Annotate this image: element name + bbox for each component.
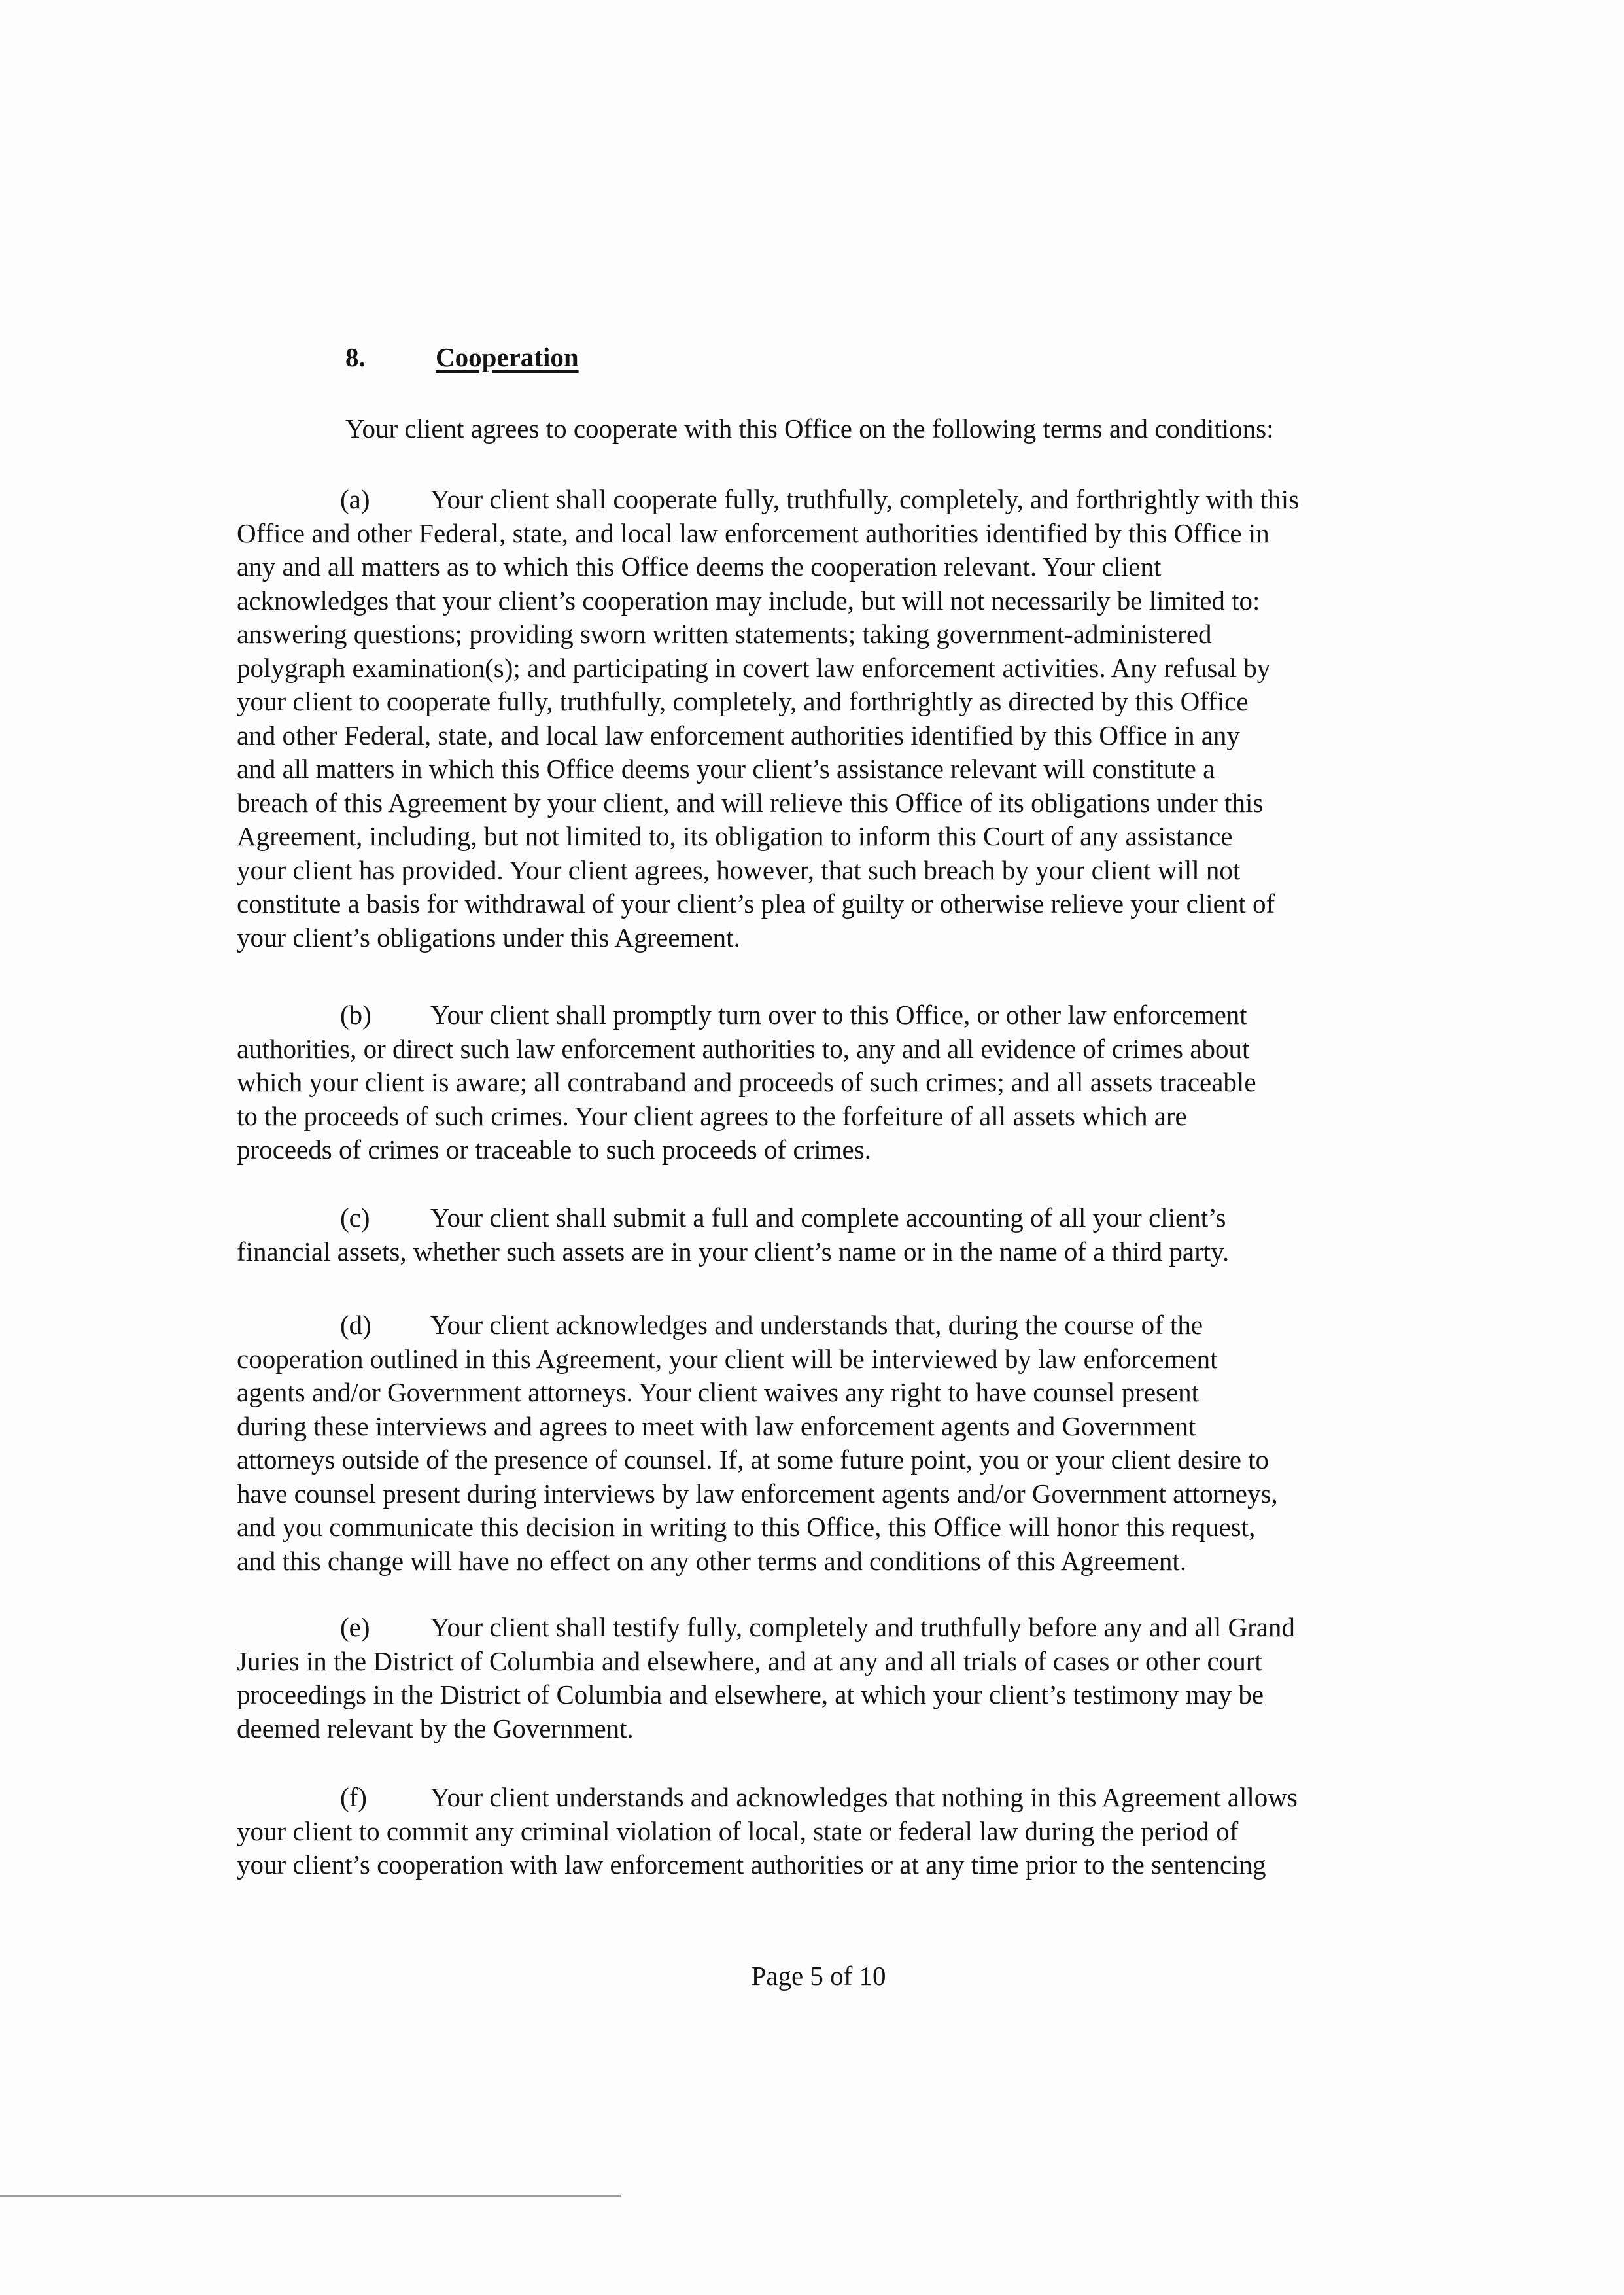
paragraph-e: [237, 1611, 1295, 1745]
paragraph-line: proceedings in the District of Columbia and elsewhere, at which your client’s testimony may be: [237, 1679, 1264, 1709]
paragraph-line: during these interviews and agrees to meet with law enforcement agents and Government: [237, 1410, 1196, 1441]
paragraph-line: have counsel present during interviews by law enforcement agents and/or Government attorneys,: [237, 1478, 1278, 1509]
paragraph-line: your client to commit any criminal violation of local, state or federal law during the period of: [237, 1815, 1239, 1846]
paragraph-line: (d) Your client acknowledges and understands that, during the course of the: [237, 1308, 1278, 1342]
paragraph-line: deemed relevant by the Government.: [237, 1713, 634, 1743]
page-footer: [0, 1956, 1624, 1995]
paragraph-line: Juries in the District of Columbia and elsewhere, and at any and all trials of cases or other court: [237, 1645, 1262, 1676]
paragraph-line: and this change will have no effect on any other terms and conditions of this Agreement.: [237, 1545, 1187, 1576]
paragraph-line: your client to cooperate fully, truthfully, completely, and forthrightly as directed by this Office: [237, 686, 1249, 716]
section-number: 8.: [345, 342, 366, 372]
paragraph-line: (e) Your client shall testify fully, completely and truthfully before any and all Grand: [237, 1611, 1295, 1645]
paragraph-line: to the proceeds of such crimes. Your client agrees to the forfeiture of all assets which are: [237, 1100, 1187, 1131]
paragraph-line: Agreement, including, but not limited to, its obligation to inform this Court of any assistance: [237, 821, 1233, 851]
paragraph-line: cooperation outlined in this Agreement, your client will be interviewed by law enforcement: [237, 1343, 1218, 1374]
paragraph-line: (f) Your client understands and acknowledges that nothing in this Agreement allows: [237, 1781, 1298, 1815]
paragraph-c: [237, 1201, 1229, 1269]
paragraph-line: your client’s obligations under this Agreement.: [237, 922, 740, 953]
paragraph-line: your client has provided. Your client agrees, however, that such breach by your client will not: [237, 854, 1241, 885]
scan-artifact-divider: [0, 2195, 621, 2197]
paragraph-label: (f): [340, 1782, 367, 1812]
paragraph-label: (e): [340, 1612, 370, 1642]
page-number: Page 5 of 10: [751, 1961, 886, 1991]
paragraph-line: which your client is aware; all contraband and proceeds of such crimes; and all assets traceable: [237, 1067, 1256, 1097]
paragraph-line: authorities, or direct such law enforcement authorities to, any and all evidence of crimes about: [237, 1033, 1250, 1064]
paragraph-line: constitute a basis for withdrawal of your client’s plea of guilty or otherwise relieve your client of: [237, 888, 1275, 919]
paragraph-line: and all matters in which this Office deems your client’s assistance relevant will constitute a: [237, 754, 1215, 784]
paragraph-line: and other Federal, state, and local law enforcement authorities identified by this Office in any: [237, 720, 1240, 750]
paragraph-line: financial assets, whether such assets are in your client’s name or in the name of a third party.: [237, 1236, 1230, 1267]
paragraph-label: (b): [340, 1000, 371, 1030]
section-title: Cooperation: [436, 342, 579, 372]
paragraph-line: agents and/or Government attorneys. Your client waives any right to have counsel present: [237, 1377, 1200, 1407]
paragraph-line: attorneys outside of the presence of counsel. If, at some future point, you or your client desire to: [237, 1445, 1270, 1475]
paragraph-line: (b) Your client shall promptly turn over to this Office, or other law enforcement: [237, 998, 1256, 1032]
paragraph-line: your client’s cooperation with law enforcement authorities or at any time prior to the sentencing: [237, 1849, 1266, 1880]
paragraph-line: (a) Your client shall cooperate fully, truthfully, completely, and forthrightly with this: [237, 483, 1299, 517]
paragraph-label: (c): [340, 1202, 370, 1233]
paragraph-d: [237, 1308, 1278, 1578]
paragraph-b: [237, 998, 1256, 1167]
paragraph-line: any and all matters as to which this Office deems the cooperation relevant. Your client: [237, 552, 1162, 582]
paragraph-line: answering questions; providing sworn written statements; taking government-administered: [237, 619, 1212, 649]
paragraph-line: proceeds of crimes or traceable to such proceeds of crimes.: [237, 1134, 871, 1165]
paragraph-line: and you communicate this decision in writing to this Office, this Office will honor this request,: [237, 1512, 1256, 1542]
paragraph-line: polygraph examination(s); and participating in covert law enforcement activities. Any refusal by: [237, 652, 1271, 683]
paragraph-label: (a): [340, 484, 370, 514]
paragraph-line: (c) Your client shall submit a full and complete accounting of all your client’s: [237, 1201, 1229, 1235]
intro-sentence: Your client agrees to cooperate with this Office on the following terms and conditions:: [345, 413, 1274, 444]
paragraph-line: breach of this Agreement by your client, and will relieve this Office of its obligations under this: [237, 787, 1264, 818]
paragraph-label: (d): [340, 1310, 371, 1340]
paragraph-line: Office and other Federal, state, and local law enforcement authorities identified by this Office in: [237, 517, 1270, 548]
paragraph-f: [237, 1781, 1298, 1882]
paragraph-line: acknowledges that your client’s cooperation may include, but will not necessarily be limited to:: [237, 585, 1260, 616]
section-heading: [345, 338, 579, 377]
paragraph-a: [237, 483, 1299, 955]
